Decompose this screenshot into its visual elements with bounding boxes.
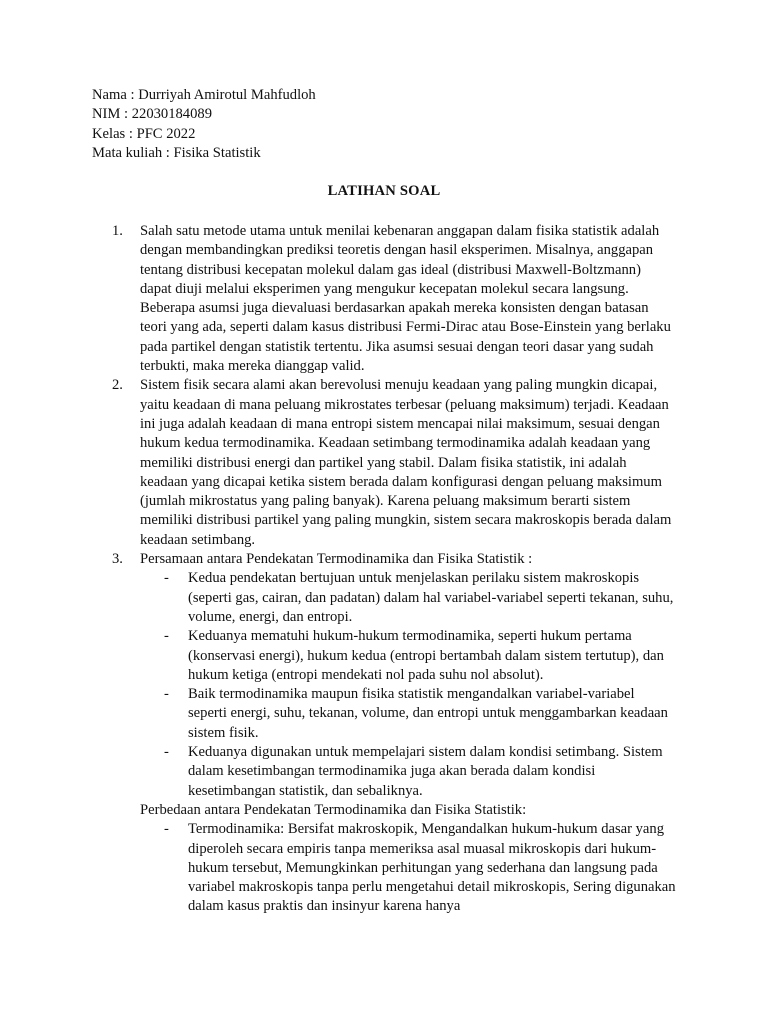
student-name: Nama : Durriyah Amirotul Mahfudloh (92, 87, 316, 103)
question-answer-text: Salah satu metode utama untuk menilai kebenaran anggapan dalam fisika statistik adalah dengan membandingkan prediksi teoretis dengan hasil eksperimen. Misalnya, anggapan tentang distribusi kecepatan molekul dalam gas ideal (distribusi Maxwell-Boltzmann) dapat diuji melalui eksperimen yang mengukur kecepatan molekul secara langsung. Beberapa asumsi juga dievaluasi berdasarkan apakah mereka konsisten dengan batasan teori yang ada, seperti dalam kasus distribusi Fermi-Dirac atau Bose-Einstein yang berlaku pada partikel dengan statistik tertentu. Jika asumsi sesuai dengan teori dasar yang sudah terbukti, maka mereka dianggap valid. (140, 223, 671, 375)
question-1 (112, 222, 676, 376)
list-item-text: Keduanya digunakan untuk mempelajari sistem dalam kondisi setimbang. Sistem dalam kesetimbangan termodinamika juga akan berada dalam kondisi kesetimbangan statistik, dan sebaliknya. (188, 744, 663, 799)
similarities-list (140, 569, 676, 801)
student-class: Kelas : PFC 2022 (92, 125, 196, 142)
list-item (140, 743, 676, 801)
list-item (140, 820, 676, 916)
list-item-text: Keduanya mematuhi hukum-hukum termodinamika, seperti hukum pertama (konservasi energi), hukum kedua (entropi bertambah dalam sistem tertutup), dan hukum ketiga (entropi mendekati nol pada suhu nol absolut). (188, 628, 664, 683)
question-list (112, 222, 676, 917)
question-answer-text: Sistem fisik secara alami akan berevolusi menuju keadaan yang paling mungkin dicapai, yaitu keadaan di mana peluang mikrostates terbesar (peluang maksimum) terjadi. Keadaan ini juga adalah keadaan di mana entropi sistem mencapai nilai maksimum, sesuai dengan hukum kedua termodinamika. Keadaan setimbang termodinamika adalah keadaan yang memiliki distribusi energi dan partikel yang stabil. Dalam fisika statistik, ini adalah keadaan yang dicapai ketika sistem berada dalam konfigurasi dengan peluang maksimum (jumlah mikrostatus yang paling banyak). Karena peluang maksimum berarti sistem memiliki distribusi partikel yang paling mungkin, sistem secara makroskopis berada dalam keadaan setimbang. (140, 377, 672, 548)
differences-list (140, 820, 676, 916)
student-nim: NIM : 22030184089 (92, 106, 212, 123)
list-item-text: Termodinamika: Bersifat makroskopik, Mengandalkan hukum-hukum dasar yang diperoleh secara empiris tanpa memeriksa asal muasal mikroskopis dari hukum-hukum tersebut, Memungkinkan perhitungan yang sederhana dan langsung pada variabel makroskopis tanpa perlu mengetahui detail mikroskopis, Sering digunakan dalam kasus praktis dan insinyur karena hanya (188, 821, 676, 915)
similarities-heading: Persamaan antara Pendekatan Termodinamika dan Fisika Statistik : (140, 551, 533, 568)
list-item (140, 627, 676, 685)
dash-bullet: - (164, 570, 169, 587)
list-item-text: Baik termodinamika maupun fisika statistik mengandalkan variabel-variabel seperti energi, suhu, tekanan, volume, dan entropi untuk menggambarkan keadaan sistem fisik. (188, 686, 668, 741)
dash-bullet: - (164, 821, 169, 838)
question-number: 2. (112, 377, 123, 394)
student-info (92, 86, 316, 163)
list-item (140, 685, 676, 743)
list-item-text: Kedua pendekatan bertujuan untuk menjelaskan perilaku sistem makroskopis (seperti gas, cairan, dan padatan) dalam hal variabel-variabel seperti tekanan, suhu, volume, energi, dan entropi. (188, 570, 674, 625)
differences-heading: Perbedaan antara Pendekatan Termodinamika dan Fisika Statistik: (140, 801, 527, 818)
dash-bullet: - (164, 628, 169, 645)
dash-bullet: - (164, 686, 169, 703)
question-number: 1. (112, 223, 123, 239)
question-number: 3. (112, 551, 123, 568)
course-name: Mata kuliah : Fisika Statistik (92, 144, 261, 161)
question-3 (112, 550, 676, 917)
list-item (140, 569, 676, 627)
dash-bullet: - (164, 744, 169, 761)
page-title: LATIHAN SOAL (327, 183, 441, 199)
question-2 (112, 376, 676, 550)
